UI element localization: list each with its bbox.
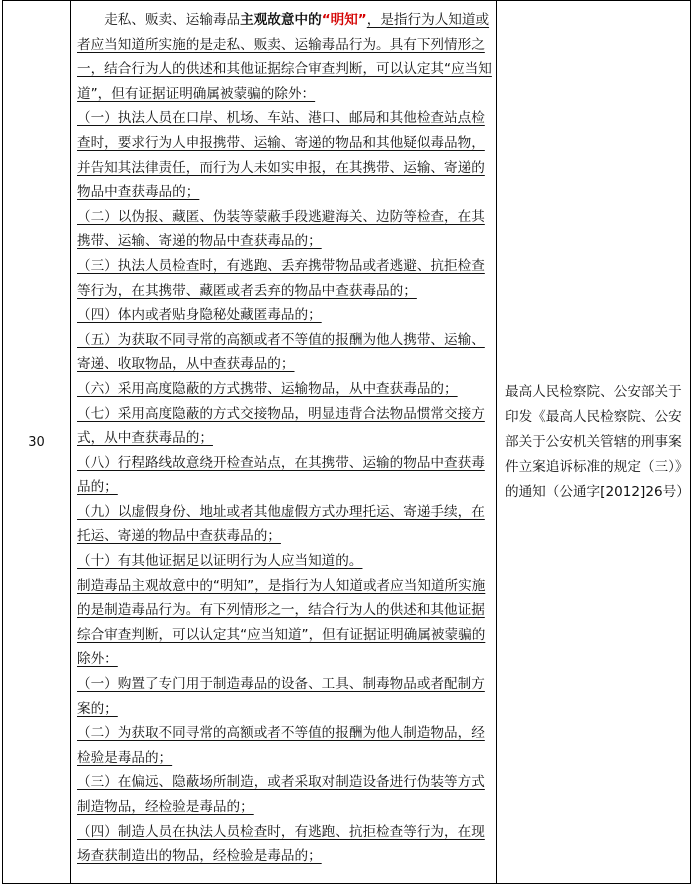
list-item: （三）在偏远、隐蔽场所制造，或者采取对制造设备进行伪装等方式制造物品，经检验是毒品的；: [77, 774, 485, 815]
intro-paragraph: [77, 8, 492, 106]
source-text: 最高人民检察院、公安部关于印发《最高人民检察院、公安部关于公安机关管辖的刑事案件立案追诉标准的规定（三）》的通知（公通字[2012]26号）: [505, 383, 690, 500]
second-intro-paragraph: 制造毒品主观故意中的“明知”，是指行为人知道或者应当知道所实施的是制造毒品行为。有下列情形之一，结合行为人的供述和其他证据综合审查判断，可以认定其“应当知道”，但有证据证明确属被蒙骗的除外：: [77, 577, 486, 668]
list-item: （九）以虚假身份、地址或者其他虚假方式办理托运、寄递手续，在托运、寄递的物品中查获毒品的；: [77, 503, 485, 545]
intro-lead: 走私、贩卖、运输毒品: [104, 12, 241, 28]
list-item: （四）制造人员在执法人员检查时，有逃跑、抗拒检查等行为，在现场查获制造出的物品，经检验是毒品的；: [77, 823, 485, 865]
list-item: （一）执法人员在口岸、机场、车站、港口、邮局和其他检查站点检查时，要求行为人申报携带、运输、寄递的物品和其他疑似毒品物，并告知其法律责任，而行为人未如实申报，在其携带、运输、寄递的物品中查获毒品的；: [77, 110, 485, 201]
list-item: （四）体内或者贴身隐秘处藏匿毒品的；: [77, 307, 322, 324]
list-item: （五）为获取不同寻常的高额或者不等值的报酬为他人携带、运输、寄递、收取物品，从中查获毒品的；: [77, 331, 485, 373]
content-body: [71, 1, 496, 869]
list-item: （十）有其他证据足以证明行为人应当知道的。: [77, 553, 363, 570]
intro-bold: 主观故意中的: [240, 12, 322, 28]
row-number-cell: [3, 1, 71, 884]
document-table: [2, 0, 691, 884]
list-item: （二）为获取不同寻常的高额或者不等值的报酬为他人制造物品，经检验是毒品的；: [77, 725, 485, 766]
list-item: （二）以伪报、藏匿、伪装等蒙蔽手段逃避海关、边防等检查，在其携带、运输、寄递的物品中查获毒品的；: [77, 208, 485, 250]
source-cell: [497, 1, 691, 884]
list-item: （七）采用高度隐蔽的方式交接物品，明显违背合法物品惯常交接方式，从中查获毒品的；: [77, 405, 485, 447]
row-number: 30: [28, 434, 45, 450]
intro-rest: ，是指行为人知道或者应当知道所实施的是走私、贩卖、运输毒品行为。具有下列情形之一，结合行为人的供述和其他证据综合审查判断，可以认定其“应当知道”，但有证据证明确属被蒙骗的除外：: [77, 12, 492, 102]
table-row: [3, 1, 691, 884]
content-cell: [71, 1, 497, 884]
list-item: （八）行程路线故意绕开检查站点，在其携带、运输的物品中查获毒品的；: [77, 454, 485, 496]
list-item: （六）采用高度隐蔽的方式携带、运输物品，从中查获毒品的；: [77, 380, 458, 397]
list-item: （三）执法人员检查时，有逃跑、丢弃携带物品或者逃避、抗拒检查等行为，在其携带、藏匿或者丢弃的物品中查获毒品的；: [77, 257, 485, 299]
intro-red-term: “明知”: [321, 12, 367, 28]
list-item: （一）购置了专门用于制造毒品的设备、工具、制毒物品或者配制方案的；: [77, 676, 485, 717]
